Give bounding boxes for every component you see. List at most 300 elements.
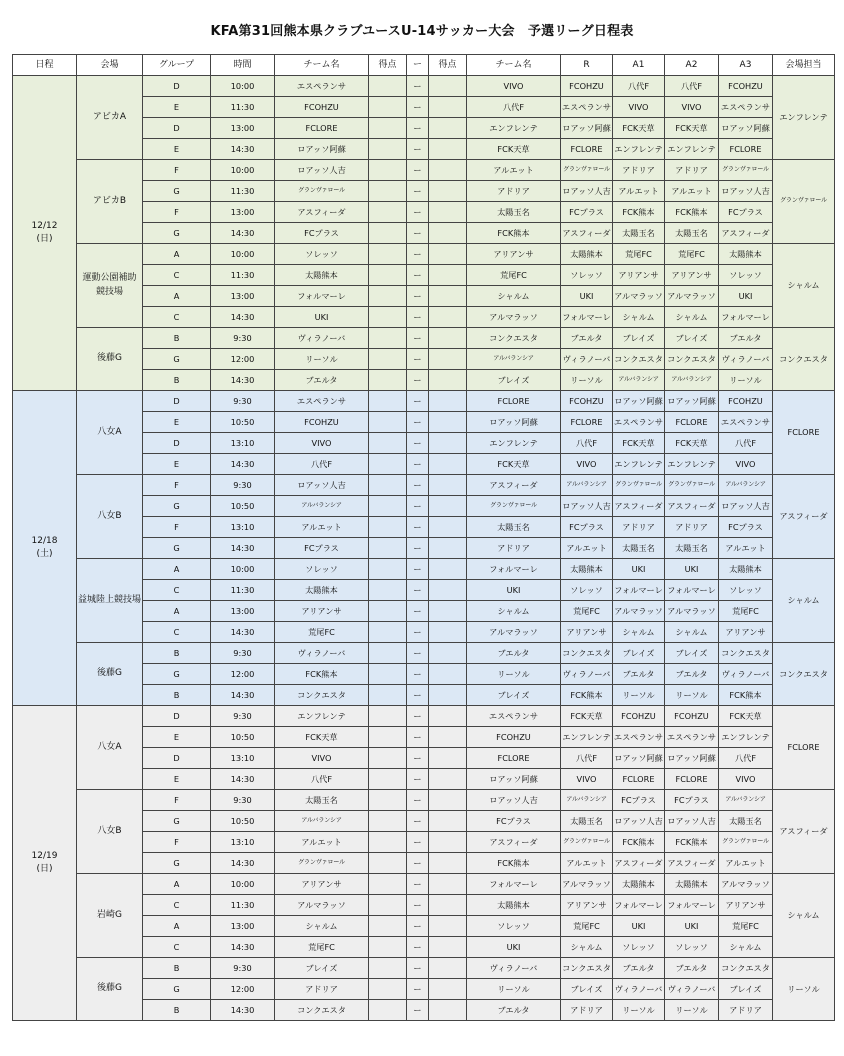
home-score-cell	[369, 727, 407, 748]
away-score-cell	[429, 454, 467, 475]
group-cell: G	[143, 664, 211, 685]
away-team-cell: リーソル	[467, 664, 561, 685]
home-score-cell	[369, 433, 407, 454]
referee-cell: ロアッソ人吉	[561, 181, 613, 202]
assistant2-cell: FCK熊本	[665, 832, 719, 853]
assistant3-cell: ヴィラノーバ	[719, 349, 773, 370]
time-cell: 9:30	[211, 706, 275, 727]
referee-cell: FCLORE	[561, 412, 613, 433]
dash-cell: ー	[407, 559, 429, 580]
away-score-cell	[429, 559, 467, 580]
home-score-cell	[369, 265, 407, 286]
assistant2-cell: アドリア	[665, 160, 719, 181]
home-score-cell	[369, 916, 407, 937]
table-row	[13, 643, 835, 664]
assistant3-cell: エスペランサ	[719, 97, 773, 118]
group-cell: A	[143, 244, 211, 265]
assistant3-cell: ロアッソ人吉	[719, 181, 773, 202]
away-team-cell: VIVO	[467, 76, 561, 97]
group-cell: G	[143, 349, 211, 370]
assistant1-cell: 荒尾FC	[613, 244, 665, 265]
assistant2-cell: 太陽熊本	[665, 874, 719, 895]
home-team-cell: ソレッソ	[275, 244, 369, 265]
away-score-cell	[429, 580, 467, 601]
column-header: グループ	[143, 55, 211, 76]
assistant1-cell: エスペランサ	[613, 412, 665, 433]
assistant2-cell: エスペランサ	[665, 727, 719, 748]
assistant3-cell: 荒尾FC	[719, 601, 773, 622]
referee-cell: FCK天草	[561, 706, 613, 727]
home-score-cell	[369, 97, 407, 118]
assistant2-cell: コンクエスタ	[665, 349, 719, 370]
time-cell: 14:30	[211, 769, 275, 790]
home-score-cell	[369, 76, 407, 97]
assistant2-cell: FCLORE	[665, 769, 719, 790]
assistant1-cell: 太陽玉名	[613, 223, 665, 244]
home-team-cell: ヴィラノーバ	[275, 643, 369, 664]
referee-cell: ロアッソ人吉	[561, 496, 613, 517]
home-team-cell: エスペランサ	[275, 391, 369, 412]
venue-cell	[77, 475, 143, 559]
assistant1-cell: グランヴァロール	[613, 475, 665, 496]
group-cell: A	[143, 559, 211, 580]
home-team-cell: リーソル	[275, 349, 369, 370]
venue-name-line: 八女A	[97, 741, 122, 752]
away-team-cell: FCK熊本	[467, 223, 561, 244]
away-team-cell: 太陽玉名	[467, 202, 561, 223]
time-cell: 9:30	[211, 790, 275, 811]
assistant1-cell: FCOHZU	[613, 706, 665, 727]
dash-cell: ー	[407, 160, 429, 181]
table-row	[13, 328, 835, 349]
assistant1-cell: FCK熊本	[613, 832, 665, 853]
table-row	[13, 244, 835, 265]
assistant3-cell: FCプラス	[719, 202, 773, 223]
venue-name-line: 八女B	[97, 510, 122, 521]
time-cell: 14:30	[211, 307, 275, 328]
time-cell: 10:00	[211, 76, 275, 97]
referee-cell: FCK熊本	[561, 685, 613, 706]
group-cell: B	[143, 328, 211, 349]
home-team-cell: エンフレンテ	[275, 706, 369, 727]
venue-name-line: アビカA	[92, 111, 127, 122]
assistant2-cell: エンフレンテ	[665, 454, 719, 475]
group-cell: D	[143, 118, 211, 139]
time-cell: 9:30	[211, 328, 275, 349]
time-cell: 14:30	[211, 853, 275, 874]
assistant1-cell: UKI	[613, 916, 665, 937]
referee-cell: ソレッソ	[561, 265, 613, 286]
table-row	[13, 76, 835, 97]
assistant1-cell: コンクエスタ	[613, 349, 665, 370]
home-team-cell: アルエット	[275, 517, 369, 538]
home-score-cell	[369, 328, 407, 349]
venue-host-cell: エンフレンテ	[773, 76, 835, 160]
dash-cell: ー	[407, 139, 429, 160]
column-header: ー	[407, 55, 429, 76]
group-cell: B	[143, 1000, 211, 1021]
away-score-cell	[429, 433, 467, 454]
home-score-cell	[369, 643, 407, 664]
assistant2-cell: 荒尾FC	[665, 244, 719, 265]
home-score-cell	[369, 622, 407, 643]
away-score-cell	[429, 370, 467, 391]
home-team-cell: 八代F	[275, 454, 369, 475]
home-score-cell	[369, 790, 407, 811]
home-score-cell	[369, 517, 407, 538]
group-cell: B	[143, 958, 211, 979]
assistant3-cell: 太陽熊本	[719, 244, 773, 265]
assistant2-cell: フォルマーレ	[665, 895, 719, 916]
assistant3-cell: アルバランシア	[719, 790, 773, 811]
away-team-cell: FCK熊本	[467, 853, 561, 874]
home-score-cell	[369, 202, 407, 223]
group-cell: D	[143, 748, 211, 769]
referee-cell: コンクエスタ	[561, 643, 613, 664]
time-cell: 13:10	[211, 748, 275, 769]
away-team-cell: 荒尾FC	[467, 265, 561, 286]
dash-cell: ー	[407, 853, 429, 874]
group-cell: A	[143, 916, 211, 937]
away-team-cell: ブエルタ	[467, 1000, 561, 1021]
page-title: KFA第31回熊本県クラブユースU-14サッカー大会 予選リーグ日程表	[210, 24, 634, 39]
assistant1-cell: 八代F	[613, 76, 665, 97]
assistant3-cell: アルマラッソ	[719, 874, 773, 895]
home-team-cell: グランヴァロール	[275, 853, 369, 874]
away-score-cell	[429, 391, 467, 412]
assistant1-cell: アルマラッソ	[613, 286, 665, 307]
group-cell: E	[143, 139, 211, 160]
dash-cell: ー	[407, 958, 429, 979]
column-header: 会場担当	[773, 55, 835, 76]
away-team-cell: アドリア	[467, 181, 561, 202]
home-team-cell: アルバランシア	[275, 811, 369, 832]
dash-cell: ー	[407, 601, 429, 622]
group-cell: E	[143, 412, 211, 433]
assistant3-cell: アルエット	[719, 853, 773, 874]
assistant3-cell: FCLORE	[719, 139, 773, 160]
dash-cell: ー	[407, 475, 429, 496]
dash-cell: ー	[407, 286, 429, 307]
home-score-cell	[369, 349, 407, 370]
table-body	[13, 76, 835, 1021]
time-cell: 12:00	[211, 664, 275, 685]
home-score-cell	[369, 244, 407, 265]
group-cell: G	[143, 811, 211, 832]
referee-cell: グランヴァロール	[561, 160, 613, 181]
home-team-cell: アリアンサ	[275, 601, 369, 622]
group-cell: C	[143, 622, 211, 643]
home-team-cell: FCK熊本	[275, 664, 369, 685]
home-team-cell: エスペランサ	[275, 76, 369, 97]
column-header: チーム名	[275, 55, 369, 76]
away-score-cell	[429, 685, 467, 706]
referee-cell: ソレッソ	[561, 580, 613, 601]
assistant3-cell: アリアンサ	[719, 895, 773, 916]
assistant1-cell: ブエルタ	[613, 958, 665, 979]
away-team-cell: ロアッソ阿蘇	[467, 412, 561, 433]
away-score-cell	[429, 349, 467, 370]
assistant3-cell: UKI	[719, 286, 773, 307]
assistant1-cell: FCLORE	[613, 769, 665, 790]
date-line: (日)	[36, 864, 53, 874]
dash-cell: ー	[407, 769, 429, 790]
home-team-cell: シャルム	[275, 916, 369, 937]
time-cell: 11:30	[211, 265, 275, 286]
time-cell: 14:30	[211, 685, 275, 706]
venue-name-line: 後藤G	[97, 353, 122, 364]
venue-host-cell: リーソル	[773, 958, 835, 1021]
venue-cell	[77, 328, 143, 391]
away-team-cell: FCK天草	[467, 139, 561, 160]
referee-cell: エンフレンテ	[561, 727, 613, 748]
venue-cell	[77, 790, 143, 874]
dash-cell: ー	[407, 244, 429, 265]
column-header: 会場	[77, 55, 143, 76]
home-team-cell: アリアンサ	[275, 874, 369, 895]
away-score-cell	[429, 643, 467, 664]
home-team-cell: ロアッソ阿蘇	[275, 139, 369, 160]
home-score-cell	[369, 958, 407, 979]
venue-host-cell: シャルム	[773, 244, 835, 328]
away-team-cell: アスフィーダ	[467, 832, 561, 853]
dash-cell: ー	[407, 874, 429, 895]
group-cell: D	[143, 706, 211, 727]
venue-host-cell: FCLORE	[773, 706, 835, 790]
away-score-cell	[429, 727, 467, 748]
home-team-cell: UKI	[275, 307, 369, 328]
away-team-cell: グランヴァロール	[467, 496, 561, 517]
away-score-cell	[429, 622, 467, 643]
assistant3-cell: FCプラス	[719, 517, 773, 538]
home-score-cell	[369, 475, 407, 496]
away-team-cell: アルマラッソ	[467, 307, 561, 328]
dash-cell: ー	[407, 1000, 429, 1021]
referee-cell: FCOHZU	[561, 391, 613, 412]
venue-cell	[77, 244, 143, 328]
home-score-cell	[369, 895, 407, 916]
assistant2-cell: ブレイズ	[665, 328, 719, 349]
referee-cell: ヴィラノーバ	[561, 664, 613, 685]
dash-cell: ー	[407, 307, 429, 328]
away-team-cell: FCOHZU	[467, 727, 561, 748]
table-row	[13, 475, 835, 496]
venue-cell	[77, 874, 143, 958]
group-cell: G	[143, 496, 211, 517]
group-cell: C	[143, 580, 211, 601]
group-cell: F	[143, 832, 211, 853]
home-team-cell: VIVO	[275, 748, 369, 769]
home-score-cell	[369, 223, 407, 244]
dash-cell: ー	[407, 328, 429, 349]
assistant2-cell: ブエルタ	[665, 958, 719, 979]
column-header: 得点	[429, 55, 467, 76]
group-cell: E	[143, 727, 211, 748]
referee-cell: UKI	[561, 286, 613, 307]
home-score-cell	[369, 601, 407, 622]
home-team-cell: 荒尾FC	[275, 937, 369, 958]
group-cell: E	[143, 454, 211, 475]
assistant3-cell: リーソル	[719, 370, 773, 391]
assistant3-cell: 八代F	[719, 748, 773, 769]
away-score-cell	[429, 832, 467, 853]
time-cell: 12:00	[211, 979, 275, 1000]
assistant3-cell: コンクエスタ	[719, 958, 773, 979]
time-cell: 13:00	[211, 286, 275, 307]
time-cell: 14:30	[211, 622, 275, 643]
home-team-cell: FCプラス	[275, 538, 369, 559]
dash-cell: ー	[407, 643, 429, 664]
assistant3-cell: グランヴァロール	[719, 160, 773, 181]
assistant2-cell: アルマラッソ	[665, 601, 719, 622]
group-cell: E	[143, 97, 211, 118]
home-team-cell: ロアッソ人吉	[275, 475, 369, 496]
assistant1-cell: ヴィラノーバ	[613, 979, 665, 1000]
referee-cell: フォルマーレ	[561, 307, 613, 328]
assistant1-cell: エンフレンテ	[613, 454, 665, 475]
assistant2-cell: FCK熊本	[665, 202, 719, 223]
time-cell: 11:30	[211, 97, 275, 118]
assistant3-cell: VIVO	[719, 454, 773, 475]
group-cell: G	[143, 853, 211, 874]
dash-cell: ー	[407, 433, 429, 454]
away-team-cell: 八代F	[467, 97, 561, 118]
referee-cell: FCプラス	[561, 517, 613, 538]
referee-cell: VIVO	[561, 769, 613, 790]
venue-host-cell: コンクエスタ	[773, 643, 835, 706]
assistant2-cell: FCOHZU	[665, 706, 719, 727]
venue-name-line: 八女B	[97, 825, 122, 836]
table-row	[13, 874, 835, 895]
assistant3-cell: ロアッソ阿蘇	[719, 118, 773, 139]
dash-cell: ー	[407, 118, 429, 139]
assistant3-cell: コンクエスタ	[719, 643, 773, 664]
away-team-cell: 太陽玉名	[467, 517, 561, 538]
home-team-cell: ヴィラノーバ	[275, 328, 369, 349]
away-team-cell: FCLORE	[467, 748, 561, 769]
referee-cell: 荒尾FC	[561, 601, 613, 622]
assistant3-cell: アルバランシア	[719, 475, 773, 496]
referee-cell: リーソル	[561, 370, 613, 391]
assistant3-cell: FCK熊本	[719, 685, 773, 706]
referee-cell: 八代F	[561, 748, 613, 769]
home-score-cell	[369, 748, 407, 769]
assistant2-cell: アルエット	[665, 181, 719, 202]
dash-cell: ー	[407, 790, 429, 811]
away-team-cell: ロアッソ人吉	[467, 790, 561, 811]
away-score-cell	[429, 979, 467, 1000]
home-score-cell	[369, 685, 407, 706]
referee-cell: アルマラッソ	[561, 874, 613, 895]
assistant3-cell: VIVO	[719, 769, 773, 790]
time-cell: 10:00	[211, 559, 275, 580]
column-header: A1	[613, 55, 665, 76]
table-row	[13, 559, 835, 580]
time-cell: 14:30	[211, 454, 275, 475]
away-score-cell	[429, 517, 467, 538]
away-team-cell: ロアッソ阿蘇	[467, 769, 561, 790]
referee-cell: アリアンサ	[561, 895, 613, 916]
assistant2-cell: FCK天草	[665, 433, 719, 454]
assistant1-cell: ブエルタ	[613, 664, 665, 685]
assistant3-cell: 太陽熊本	[719, 559, 773, 580]
group-cell: B	[143, 685, 211, 706]
assistant1-cell: ロアッソ人吉	[613, 811, 665, 832]
away-team-cell: アルエット	[467, 160, 561, 181]
away-score-cell	[429, 937, 467, 958]
away-score-cell	[429, 328, 467, 349]
dash-cell: ー	[407, 412, 429, 433]
away-score-cell	[429, 895, 467, 916]
referee-cell: アスフィーダ	[561, 223, 613, 244]
dash-cell: ー	[407, 895, 429, 916]
assistant1-cell: FCK天草	[613, 118, 665, 139]
referee-cell: ブエルタ	[561, 328, 613, 349]
away-team-cell: FCLORE	[467, 391, 561, 412]
time-cell: 13:00	[211, 202, 275, 223]
away-score-cell	[429, 664, 467, 685]
home-team-cell: グランヴァロール	[275, 181, 369, 202]
away-team-cell: UKI	[467, 580, 561, 601]
time-cell: 10:50	[211, 727, 275, 748]
away-team-cell: アスフィーダ	[467, 475, 561, 496]
away-team-cell: エンフレンテ	[467, 118, 561, 139]
assistant1-cell: FCプラス	[613, 790, 665, 811]
assistant3-cell: ブレイズ	[719, 979, 773, 1000]
home-score-cell	[369, 1000, 407, 1021]
home-team-cell: アルマラッソ	[275, 895, 369, 916]
schedule-table	[12, 54, 835, 1021]
dash-cell: ー	[407, 811, 429, 832]
group-cell: D	[143, 433, 211, 454]
group-cell: F	[143, 475, 211, 496]
home-team-cell: FCOHZU	[275, 412, 369, 433]
assistant1-cell: フォルマーレ	[613, 580, 665, 601]
column-header: A3	[719, 55, 773, 76]
home-score-cell	[369, 979, 407, 1000]
referee-cell: アリアンサ	[561, 622, 613, 643]
dash-cell: ー	[407, 517, 429, 538]
referee-cell: コンクエスタ	[561, 958, 613, 979]
time-cell: 9:30	[211, 475, 275, 496]
group-cell: A	[143, 286, 211, 307]
assistant1-cell: リーソル	[613, 1000, 665, 1021]
home-team-cell: アルエット	[275, 832, 369, 853]
home-score-cell	[369, 937, 407, 958]
assistant1-cell: ロアッソ阿蘇	[613, 748, 665, 769]
column-header: A2	[665, 55, 719, 76]
group-cell: F	[143, 517, 211, 538]
away-score-cell	[429, 1000, 467, 1021]
time-cell: 11:30	[211, 181, 275, 202]
date-line: (日)	[36, 234, 53, 244]
assistant3-cell: ソレッソ	[719, 580, 773, 601]
group-cell: E	[143, 769, 211, 790]
assistant1-cell: ブレイズ	[613, 328, 665, 349]
home-team-cell: FCプラス	[275, 223, 369, 244]
assistant3-cell: エンフレンテ	[719, 727, 773, 748]
away-score-cell	[429, 748, 467, 769]
table-row	[13, 706, 835, 727]
assistant1-cell: リーソル	[613, 685, 665, 706]
time-cell: 14:30	[211, 370, 275, 391]
column-header: R	[561, 55, 613, 76]
venue-name-line: アビカB	[92, 195, 127, 206]
table-row	[13, 160, 835, 181]
assistant2-cell: VIVO	[665, 97, 719, 118]
home-score-cell	[369, 181, 407, 202]
assistant1-cell: アリアンサ	[613, 265, 665, 286]
